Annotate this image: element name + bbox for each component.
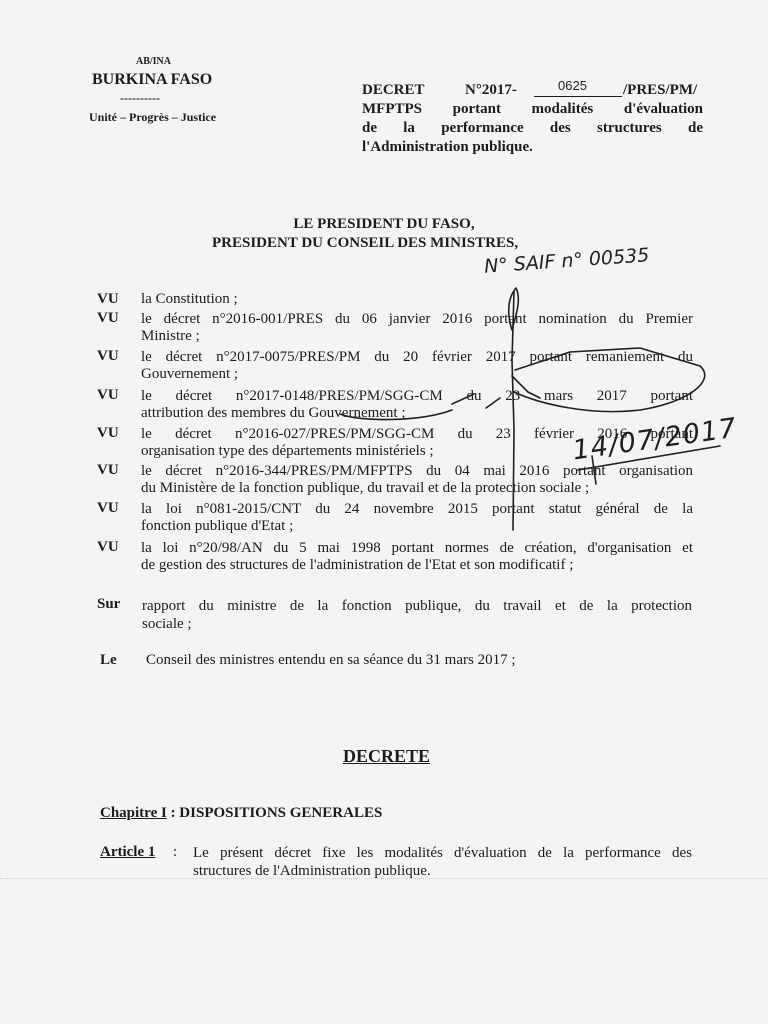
vu-label: VU bbox=[97, 500, 119, 516]
decree-number-handwritten: 0625 bbox=[558, 78, 587, 93]
vu-line: le décret n°2017-0148/PRES/PM/SGG-CM du 23 mars 2017 portant bbox=[141, 388, 693, 404]
vu-label: VU bbox=[97, 387, 119, 403]
decree-number-line bbox=[534, 96, 622, 97]
article1-colon: : bbox=[173, 844, 178, 860]
vu-item bbox=[141, 463, 693, 497]
decrete-heading: DECRETE bbox=[343, 746, 431, 766]
sur-line: sociale ; bbox=[142, 616, 192, 632]
decree-prefix: DECRET bbox=[362, 82, 425, 98]
handwritten-registration-note: N° SAIF n° 00535 bbox=[483, 244, 650, 278]
vu-item bbox=[141, 388, 693, 422]
vu-item bbox=[141, 349, 693, 383]
handwritten-date: 14/07/2017 bbox=[570, 412, 739, 467]
president-line1: LE PRESIDENT DU FASO, bbox=[293, 216, 475, 232]
vu-item bbox=[141, 291, 693, 308]
vu-label: VU bbox=[97, 425, 119, 441]
scan-artifact-line bbox=[0, 878, 768, 879]
article1-label: Article 1 bbox=[100, 844, 156, 860]
vu-label: VU bbox=[97, 539, 119, 555]
vu-item bbox=[141, 311, 693, 345]
vu-line: attribution des membres du Gouvernement ; bbox=[141, 405, 406, 421]
vu-line: de gestion des structures de l'administration de l'Etat et son modificatif ; bbox=[141, 557, 574, 573]
reference-code: AB/INA bbox=[136, 56, 172, 67]
vu-item bbox=[141, 540, 693, 574]
vu-line: fonction publique d'Etat ; bbox=[141, 518, 294, 534]
article1-line: Le présent décret fixe les modalités d'évaluation de la performance des bbox=[193, 845, 692, 861]
vu-line: Ministre ; bbox=[141, 328, 200, 344]
vu-label: VU bbox=[97, 291, 119, 307]
sur-label: Sur bbox=[97, 596, 121, 612]
decree-number-prefix: N°2017- bbox=[465, 82, 517, 98]
le-label: Le bbox=[100, 652, 117, 668]
vu-line: la Constitution ; bbox=[141, 291, 238, 307]
vu-line: le décret n°2017-0075/PRES/PM du 20 février 2017 portant remaniement du bbox=[141, 349, 693, 365]
decree-suffix: /PRES/PM/ bbox=[623, 82, 698, 98]
vu-label: VU bbox=[97, 348, 119, 364]
vu-line: Gouvernement ; bbox=[141, 366, 239, 382]
header-separator: ---------- bbox=[120, 91, 160, 105]
country-name: BURKINA FASO bbox=[92, 71, 213, 88]
article1-text bbox=[193, 844, 692, 880]
vu-line: du Ministère de la fonction publique, du travail et de la protection sociale ; bbox=[141, 480, 590, 496]
decree-title-line1 bbox=[362, 78, 704, 99]
decree-title-line4: l'Administration publique. bbox=[362, 139, 533, 155]
chapter-title: : DISPOSITIONS GENERALES bbox=[170, 805, 383, 821]
le-text: Conseil des ministres entendu en sa séance du 31 mars 2017 ; bbox=[146, 652, 516, 668]
vu-label: VU bbox=[97, 310, 119, 326]
vu-line: le décret n°2016-344/PRES/PM/MFPTPS du 04 mai 2016 portant organisation bbox=[141, 463, 693, 479]
article1-line: structures de l'Administration publique. bbox=[193, 863, 431, 879]
decree-title-line2: MFPTPS portant modalités d'évaluation bbox=[362, 101, 703, 117]
sur-text bbox=[142, 597, 692, 633]
chapter-label: Chapitre I bbox=[100, 805, 167, 821]
vu-label: VU bbox=[97, 462, 119, 478]
vu-line: la loi n°20/98/AN du 5 mai 1998 portant normes de création, d'organisation et bbox=[141, 540, 693, 556]
president-line2: PRESIDENT DU CONSEIL DES MINISTRES, bbox=[212, 235, 519, 251]
decree-title-line3: de la performance des structures de bbox=[362, 120, 703, 136]
vu-item bbox=[141, 501, 693, 535]
vu-line: organisation type des départements ministériels ; bbox=[141, 443, 434, 459]
sur-line: rapport du ministre de la fonction publique, du travail et de la protection bbox=[142, 598, 692, 614]
vu-line: le décret n°2016-027/PRES/PM/SGG-CM du 23 février 2016 portant bbox=[141, 426, 693, 442]
vu-line: le décret n°2016-001/PRES du 06 janvier 2016 portant nomination du Premier bbox=[141, 311, 693, 327]
national-motto: Unité – Progrès – Justice bbox=[89, 110, 217, 124]
chapter-heading bbox=[100, 805, 382, 822]
vu-line: la loi n°081-2015/CNT du 24 novembre 2015 portant statut général de la bbox=[141, 501, 693, 517]
